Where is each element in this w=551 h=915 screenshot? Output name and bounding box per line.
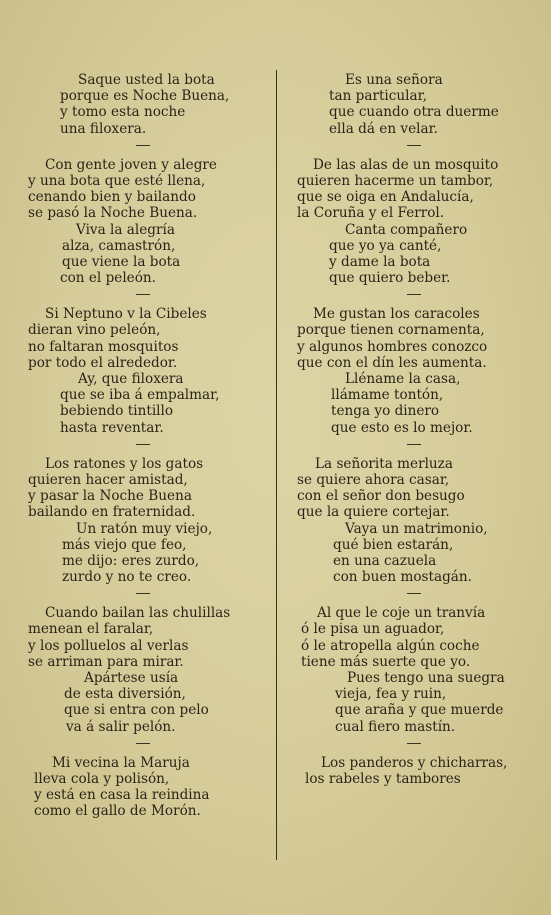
verse-line: los rabeles y tambores (305, 770, 461, 787)
verse-line: Al que le coje un tranvía (317, 605, 486, 622)
verse-line: que con el dín les aumenta. (297, 354, 487, 371)
verse-line: cual fiero mastín. (335, 718, 456, 735)
verse-line: que esto es lo mejor. (331, 419, 473, 436)
column-divider (276, 70, 277, 860)
verse-line: que araña y que muerde (335, 702, 504, 719)
verse-line: Apártese usía (84, 670, 179, 686)
verse-line: y los polluelos al verlas (28, 637, 189, 654)
verse-line: tenga yo dinero (331, 403, 440, 420)
verse-line: bailando en fraternidad. (28, 504, 196, 521)
verse-line: vieja, fea y ruin, (335, 686, 447, 703)
verse-line: Lléname la casa, (345, 371, 461, 387)
verse-line: tiene más suerte que yo. (301, 653, 471, 670)
verse-line: Es una señora (345, 72, 443, 88)
stanza (28, 605, 268, 735)
verse-line: Los ratones y los gatos (45, 455, 204, 472)
verse-line: la Coruña y el Ferrol. (297, 205, 445, 222)
verse-line: llámame tontón, (331, 387, 444, 404)
verse-line: se quiere ahora casar, (297, 471, 450, 488)
verse-line: La señorita merluza (315, 455, 453, 472)
verse-line: y algunos hombres conozco (297, 338, 488, 355)
stanza-separator (28, 735, 268, 755)
verse-line: Viva la alegría (76, 221, 175, 238)
verse-line: cenando bien y bailando (28, 189, 196, 206)
stanza (297, 755, 537, 787)
verse-line: una filoxera. (60, 120, 147, 137)
verse-line: que se iba á empalmar, (60, 387, 220, 404)
verse-line: Saque usted la bota (78, 72, 215, 88)
verse-line: me dijo: eres zurdo, (62, 552, 200, 569)
verse-line: y dame la bota (329, 253, 431, 270)
verse-line: con el peleón. (60, 270, 156, 287)
stanza-separator (28, 436, 268, 456)
verse-line: que la quiere cortejar. (297, 504, 450, 521)
verse-line: quieren hacerme un tambor, (297, 172, 494, 189)
stanza (297, 157, 537, 287)
verse-line: que cuando otra duerme (329, 104, 499, 121)
stanza-separator (297, 436, 537, 456)
verse-line: lleva cola y polisón, (34, 770, 170, 787)
verse-line: De las alas de un mosquito (313, 156, 499, 173)
verse-line: se arriman para mirar. (28, 653, 184, 670)
stanza-separator (28, 585, 268, 605)
verse-line: y está en casa la reindina (34, 787, 210, 804)
stanza-separator (28, 286, 268, 306)
verse-line: como el gallo de Morón. (34, 803, 201, 820)
verse-line: alza, camastrón, (62, 237, 176, 254)
stanza (297, 72, 537, 137)
verse-line: Un ratón muy viejo, (76, 520, 213, 537)
verse-line: más viejo que feo, (62, 536, 187, 553)
verse-line: qué bien estarán, (333, 536, 454, 553)
verse-line: va á salir pelón. (66, 718, 176, 735)
stanza (28, 456, 268, 586)
verse-line: tan particular, (329, 88, 427, 105)
verse-line: y una bota que esté llena, (28, 172, 206, 189)
verse-line: de esta diversión, (64, 686, 186, 703)
verse-line: que si entra con pelo (64, 702, 209, 719)
stanza (297, 306, 537, 436)
verse-line: Mi vecina la Maruja (52, 754, 190, 771)
verse-line: porque tienen cornamenta, (297, 322, 485, 339)
verse-line: con buen mostagán. (333, 569, 472, 586)
verse-line: ó le atropella algún coche (301, 637, 480, 654)
stanza-separator (297, 286, 537, 306)
verse-line: que se oiga en Andalucía, (297, 189, 474, 206)
verse-line: Si Neptuno v la Cibeles (45, 306, 207, 323)
left-column (28, 72, 268, 820)
verse-line: porque es Noche Buena, (60, 88, 230, 105)
verse-line: dieran vino peleón, (28, 322, 161, 339)
verse-line: menean el faralar, (28, 621, 154, 638)
stanza-separator (297, 735, 537, 755)
verse-line: con el señor don besugo (297, 488, 465, 505)
verse-line: que yo ya canté, (329, 237, 442, 254)
verse-line: no faltaran mosquitos (28, 338, 179, 355)
verse-line: ó le pisa un aguador, (301, 621, 445, 638)
verse-line: Canta compañero (345, 221, 468, 238)
verse-line: Ay, que filoxera (78, 371, 184, 387)
verse-line: hasta reventar. (60, 419, 164, 436)
stanza (28, 306, 268, 436)
stanza (28, 157, 268, 287)
stanza-separator (297, 585, 537, 605)
stanza (297, 456, 537, 586)
verse-line: quieren hacer amistad, (28, 471, 188, 488)
verse-line: Los panderos y chicharras, (321, 754, 508, 771)
verse-line: bebiendo tintillo (60, 403, 174, 420)
stanza (297, 605, 537, 735)
verse-line: y pasar la Noche Buena (28, 488, 192, 505)
verse-line: zurdo y no te creo. (62, 569, 192, 586)
verse-line: ella dá en velar. (329, 120, 438, 137)
verse-line: Vaya un matrimonio, (345, 520, 488, 537)
right-column (297, 72, 537, 787)
verse-line: que quiero beber. (329, 270, 451, 287)
verse-line: que viene la bota (62, 253, 181, 270)
verse-line: Cuando bailan las chulillas (45, 605, 231, 622)
verse-line: por todo el alrededor. (28, 354, 178, 371)
verse-line: en una cazuela (333, 552, 437, 569)
verse-line: Pues tengo una suegra (347, 670, 505, 686)
verse-line: y tomo esta noche (60, 104, 186, 121)
stanza-separator (28, 137, 268, 157)
verse-line: se pasó la Noche Buena. (28, 205, 198, 222)
verse-line: Con gente joven y alegre (45, 156, 217, 173)
stanza-separator (297, 137, 537, 157)
verse-line: Me gustan los caracoles (313, 306, 480, 323)
stanza (28, 755, 268, 820)
stanza (28, 72, 268, 137)
